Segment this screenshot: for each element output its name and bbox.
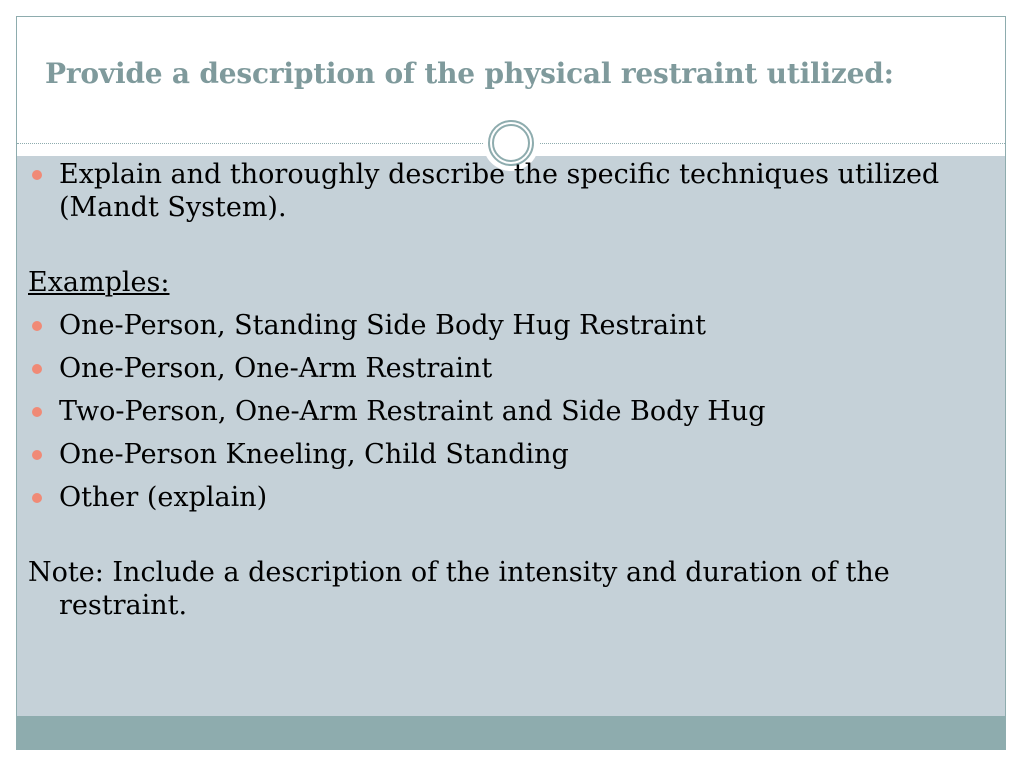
note-text: Note: Include a description of the intensity and duration of the restraint. — [28, 557, 890, 621]
example-item — [28, 309, 968, 342]
example-text: One-Person, One-Arm Restraint — [59, 353, 493, 384]
bullet-dot-icon — [32, 407, 42, 417]
intro-bullet — [28, 158, 968, 224]
bullet-dot-icon — [32, 493, 42, 503]
footer-bar — [17, 716, 1005, 750]
bullet-dot-icon — [32, 450, 42, 460]
example-text: One-Person, Standing Side Body Hug Restraint — [59, 310, 707, 341]
slide-title: Provide a description of the physical restraint utilized: — [45, 57, 894, 90]
intro-bullet-text: Explain and thoroughly describe the specific techniques utilized (Mandt System). — [59, 159, 940, 223]
example-item — [28, 352, 968, 385]
intro-list — [28, 158, 968, 224]
inner-ring-icon — [492, 124, 530, 162]
example-item — [28, 395, 968, 428]
bullet-dot-icon — [32, 170, 42, 180]
example-item — [28, 438, 968, 471]
example-text: One-Person Kneeling, Child Standing — [59, 439, 569, 470]
bullet-dot-icon — [32, 364, 42, 374]
slide-content — [28, 158, 968, 622]
examples-heading: Examples: — [28, 267, 170, 298]
example-text: Other (explain) — [59, 482, 268, 513]
example-text: Two-Person, One-Arm Restraint and Side Body Hug — [59, 396, 766, 427]
spacer — [28, 524, 968, 556]
example-item — [28, 481, 968, 514]
bullet-dot-icon — [32, 321, 42, 331]
spacer — [28, 234, 968, 266]
examples-list — [28, 309, 968, 514]
